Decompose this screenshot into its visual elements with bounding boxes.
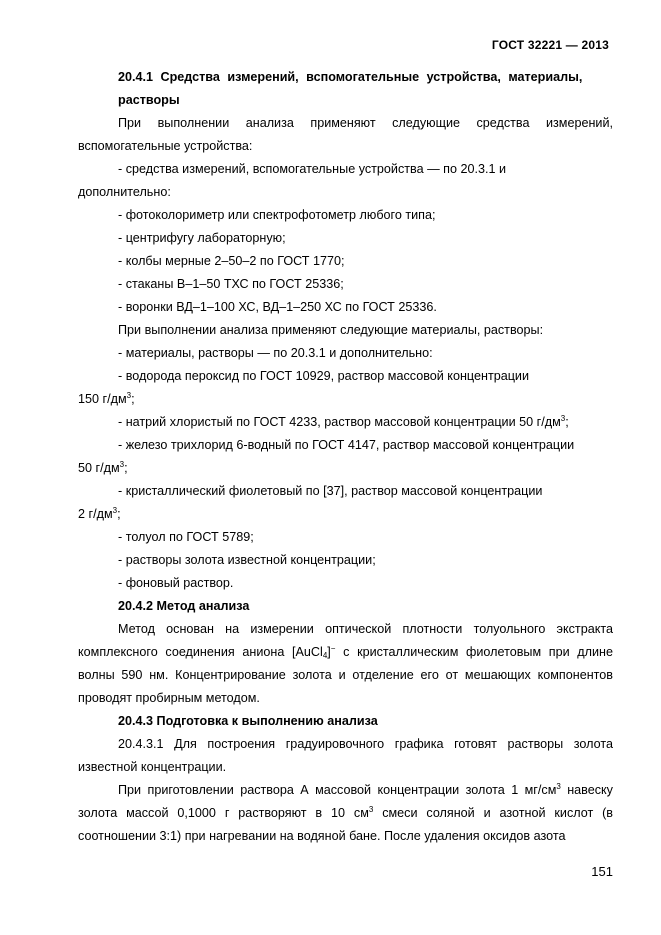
list-item: - средства измерений, вспомогательные устройства — по 20.3.1 и xyxy=(118,162,507,176)
subscript: 4 xyxy=(322,651,328,660)
list-item: - материалы, растворы — по 20.3.1 и дополнительно: xyxy=(118,346,433,360)
punctuation: ; xyxy=(117,507,121,521)
list-item: - кристаллический фиолетовый по [37], раствор массовой концентрации xyxy=(118,484,543,498)
heading-line-2: растворы xyxy=(118,93,180,107)
bracket: ] xyxy=(327,645,331,659)
superscript: 3 xyxy=(112,506,118,515)
list-item: - фоновый раствор. xyxy=(118,576,234,590)
list-item: - железо трихлорид 6-водный по ГОСТ 4147, раствор массовой концентрации xyxy=(118,438,575,452)
list-item: - фотоколориметр или спектрофотометр любого типа; xyxy=(118,208,436,222)
superscript: 3 xyxy=(119,460,125,469)
list-item: - воронки ВД–1–100 ХС, ВД–1–250 ХС по ГОСТ 25336. xyxy=(118,300,437,314)
punctuation: ; xyxy=(565,415,569,429)
punctuation: ; xyxy=(124,461,128,475)
section-heading-20-4-3: 20.4.3 Подготовка к выполнению анализа xyxy=(118,714,378,728)
solution-text: смеси соляной и азотной кислот (в соотношении 3:1) при нагревании на водяной бане. После удаления оксидов азота xyxy=(78,806,613,843)
method-text: Метод основан на измерении оптической плотности толуольного экстракта комплексного соединения аниона [AuCl xyxy=(78,622,613,659)
list-item-continuation xyxy=(78,388,613,411)
document-code: ГОСТ 32221 — 2013 xyxy=(491,38,609,52)
document-body xyxy=(78,66,613,848)
page-number: 151 xyxy=(591,864,613,879)
list-item: - водорода пероксид по ГОСТ 10929, раствор массовой концентрации xyxy=(118,369,529,383)
list-item-continuation xyxy=(78,503,613,526)
list-item: - растворы золота известной концентрации; xyxy=(118,553,376,567)
paragraph-method xyxy=(78,618,613,710)
list-item-continuation xyxy=(78,457,613,480)
punctuation: ; xyxy=(131,392,135,406)
section-heading-20-4-1 xyxy=(78,66,613,112)
section-heading-20-4-2: 20.4.2 Метод анализа xyxy=(118,599,250,613)
list-item: - стаканы В–1–50 ТХС по ГОСТ 25336; xyxy=(118,277,344,291)
list-item: - колбы мерные 2–50–2 по ГОСТ 1770; xyxy=(118,254,345,268)
list-item xyxy=(78,411,613,434)
superscript: 3 xyxy=(126,391,132,400)
heading-line-1: 20.4.1 Средства измерений, вспомогательные устройства, материалы, xyxy=(118,70,583,84)
superscript: 3 xyxy=(368,805,374,814)
solution-text: навеску золота массой 0,1000 г растворяют в 10 см xyxy=(78,783,613,820)
list-item: - толуол по ГОСТ 5789; xyxy=(118,530,254,544)
superscript: 3 xyxy=(556,782,561,791)
concentration-text: 2 г/дм xyxy=(78,507,113,521)
superscript: 3 xyxy=(560,414,566,423)
paragraph-calibration: 20.4.3.1 Для построения градуировочного графика готовят растворы золота известной концентрации. xyxy=(78,737,613,774)
list-item-continuation: дополнительно: xyxy=(78,185,171,199)
list-item: - центрифугу лабораторную; xyxy=(118,231,286,245)
concentration-text: 150 г/дм xyxy=(78,392,127,406)
concentration-text: 50 г/дм xyxy=(78,461,120,475)
solution-text: При приготовлении раствора А массовой концентрации золота 1 мг/см xyxy=(118,783,557,797)
paragraph-solution-a xyxy=(78,779,613,848)
method-text: с кристаллическим фиолетовым при длине волны 590 нм. Концентрирование золота и отделение его от мешающих компонентов проводят пробирным методом. xyxy=(78,645,613,705)
list-item-text: - натрий хлористый по ГОСТ 4233, раствор массовой концентрации 50 г/дм xyxy=(118,415,561,429)
paragraph-materials-intro: При выполнении анализа применяют следующие материалы, растворы: xyxy=(118,323,544,337)
paragraph-instruments-intro: При выполнении анализа применяют следующие средства измерений, вспомогательные устройства: xyxy=(78,116,613,153)
superscript-minus: − xyxy=(330,644,336,653)
